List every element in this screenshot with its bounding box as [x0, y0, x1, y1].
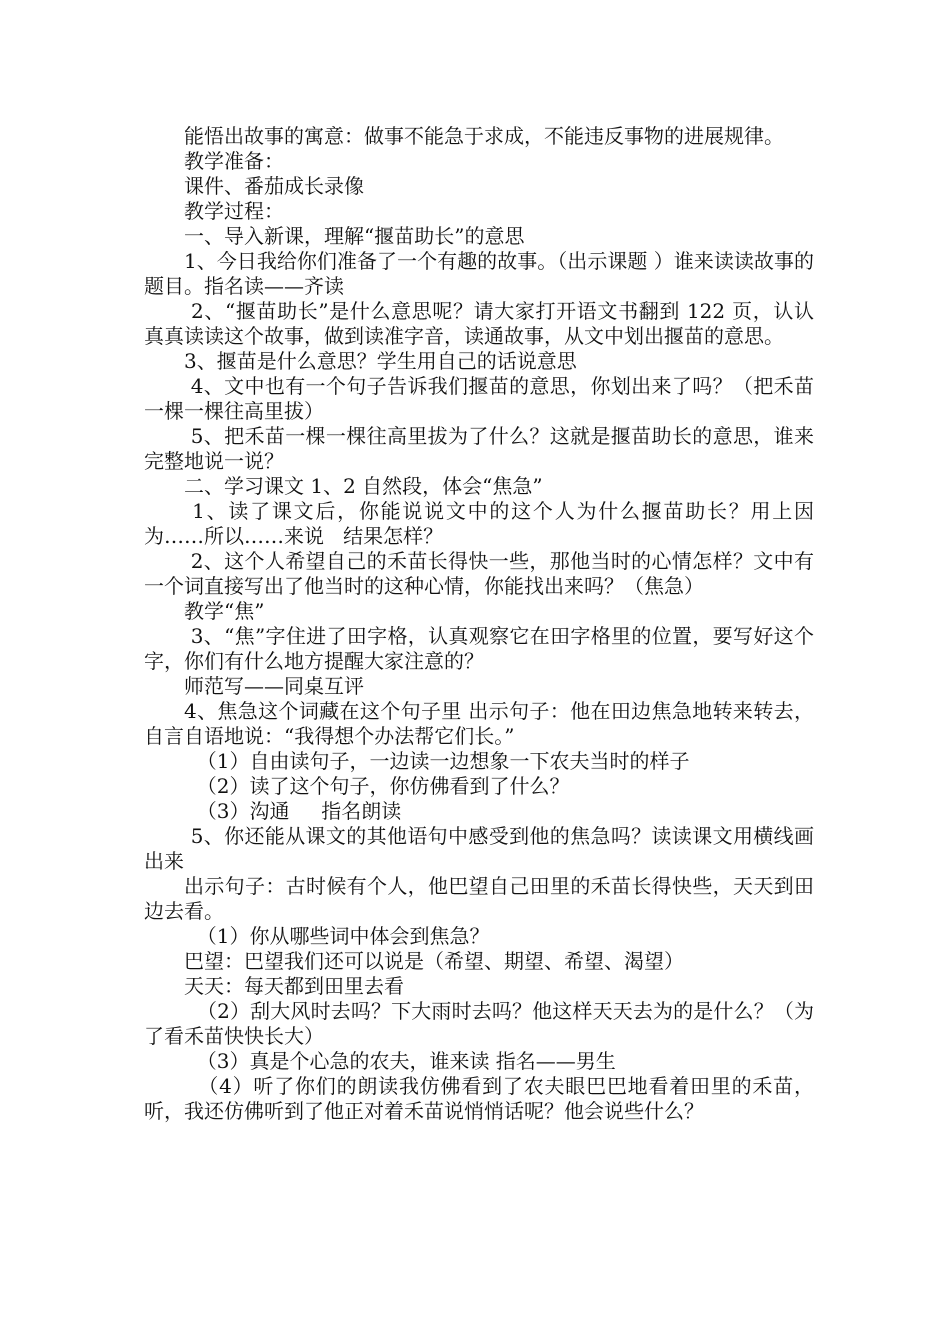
paragraph-sub-3: （3）沟通 指名朗读: [184, 799, 402, 823]
paragraph-sub-q2: （2）刮大风时去吗？下大雨时去吗？他这样天天去为的是什么？（为了看禾苗快快长大）: [144, 999, 814, 1048]
paragraph-study-5: 5、你还能从课文的其他语句中感受到他的焦急吗？读读课文用横线画出来: [144, 824, 814, 873]
paragraph-step-3: 3、揠苗是什么意思？学生用自己的话说意思: [184, 349, 577, 373]
paragraph-bawang: 巴望：巴望我们还可以说是（希望、期望、希望、渴望）: [184, 949, 684, 973]
paragraph-study-2: 2、这个人希望自己的禾苗长得快一些，那他当时的心情怎样？文中有一个词直接写出了他当时的这种心情，你能找出来吗？（焦急）: [144, 549, 814, 598]
paragraph-step-4: 4、文中也有一个句子告诉我们揠苗的意思，你划出来了吗？（把禾苗一棵一棵往高里拔）: [144, 374, 814, 423]
paragraph-study-3: 3、“焦”字住进了田字格，认真观察它在田字格里的位置，要写好这个字，你们有什么地方提醒大家注意的？: [144, 624, 814, 673]
paragraph-sub-2: （2）读了这个句子，你仿佛看到了什么？: [184, 774, 570, 798]
paragraph-show-sentence: 出示句子：古时候有个人，他巴望自己田里的禾苗长得快些，天天到田边去看。: [144, 874, 814, 923]
paragraph-prep-materials: 课件、番茄成长录像: [184, 174, 364, 198]
paragraph-teach-char: 教学“焦”: [184, 599, 265, 623]
paragraph-sub-q4: （4）听了你们的朗读我仿佛看到了农夫眼巴巴地看着田里的禾苗，听，我还仿佛听到了他正对着禾苗说悄悄话呢？他会说些什么？: [144, 1074, 814, 1123]
paragraph-study-4: 4、焦急这个词藏在这个句子里 出示句子：他在田边焦急地转来转去，自言自语地说：“我得想个办法帮它们长。”: [144, 699, 814, 748]
paragraph-sub-1: （1）自由读句子，一边读一边想象一下农夫当时的样子: [184, 749, 690, 773]
paragraph-step-1: 1、今日我给你们准备了一个有趣的故事。（出示课题 ）谁来读读故事的题目。指名读——齐读: [144, 249, 814, 298]
paragraph-step-5: 5、把禾苗一棵一棵往高里拔为了什么？这就是揠苗助长的意思，谁来完整地说一说？: [144, 424, 814, 473]
section-heading-intro: 一、导入新课，理解“揠苗助长”的意思: [184, 224, 525, 248]
section-heading-study: 二、学习课文 1、2 自然段，体会“焦急”: [184, 474, 543, 498]
paragraph-study-1: 1、读了课文后，你能说说文中的这个人为什么揠苗助长？用上因为……所以……来说 结果怎样？: [144, 499, 815, 548]
paragraph-process-heading: 教学过程：: [184, 199, 284, 223]
paragraph-sub-q3: （3）真是个心急的农夫，谁来读 指名——男生: [184, 1049, 616, 1073]
paragraph-demo-writing: 师范写——同桌互评: [184, 674, 364, 698]
paragraph-step-2: 2、“揠苗助长”是什么意思呢？请大家打开语文书翻到 122 页，认认真真读读这个故事，做到读准字音，读通故事，从文中划出揠苗的意思。: [144, 299, 815, 348]
paragraph-tiantian: 天天：每天都到田里去看: [184, 974, 404, 998]
paragraph-prep-heading: 教学准备：: [184, 149, 284, 173]
paragraph-sub-q1: （1）你从哪些词中体会到焦急？: [184, 924, 490, 948]
paragraph-lesson-moral: 能悟出故事的寓意：做事不能急于求成，不能违反事物的进展规律。: [184, 124, 784, 148]
document-body: [144, 124, 814, 1124]
